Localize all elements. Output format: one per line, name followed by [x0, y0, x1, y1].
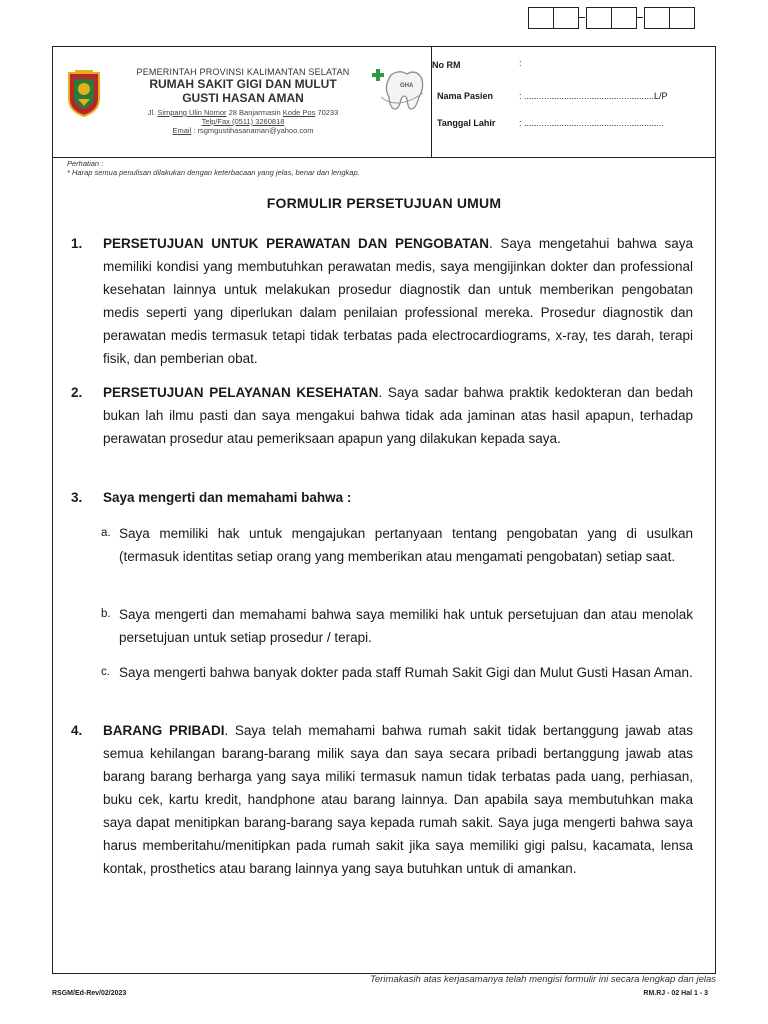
- section-2-number: 2.: [71, 385, 83, 400]
- section-3-number: 3.: [71, 490, 83, 505]
- notice: [67, 159, 360, 177]
- rm-colon: :: [519, 58, 522, 68]
- section-4-number: 4.: [71, 723, 83, 738]
- section-1-heading: PERSETUJUAN UNTUK PERAWATAN DAN PENGOBATAN: [103, 236, 489, 251]
- address-postal-label: Kode Pos: [282, 108, 316, 117]
- rm-dash: [636, 7, 644, 27]
- item-c-text: Saya mengerti bahwa banyak dokter pada staff Rumah Sakit Gigi dan Mulut Gusti Hasan Aman.: [119, 665, 693, 680]
- rm-box[interactable]: [528, 7, 554, 29]
- notice-title: Perhatian :: [67, 159, 104, 168]
- patient-name-field[interactable]: : ....................................................L/P: [519, 91, 668, 101]
- rm-box[interactable]: [644, 7, 670, 29]
- address-mid: 28 Banjarmasin: [226, 108, 283, 117]
- footer-thanks: Terimakasih atas kerjasamanya telah mengisi formulir ini secara lengkap dan jelas: [369, 974, 716, 985]
- section-2-text: . Saya sadar bahwa praktik kedokteran dan bedah bukan lah ilmu pasti dan saya mengakui bahwa tidak ada jaminan atas hasil apapun, terhadap perawatan prosedur atau pemeriksaan apapun yang dilakukan kepada saya.: [103, 385, 693, 446]
- form-title: FORMULIR PERSETUJUAN UMUM: [266, 195, 502, 211]
- tooth-logo-icon: [371, 67, 427, 113]
- province-shield-logo-icon: [67, 69, 101, 117]
- footer-page-number: RM.RJ - 02 Hal 1 - 3: [643, 990, 708, 997]
- section-1-body: [103, 232, 693, 370]
- phone-text: Telp/Fax (0511) 3260818: [201, 117, 285, 126]
- dob-field[interactable]: : ........................................................: [519, 118, 665, 128]
- section-4-text: . Saya telah memahami bahwa rumah sakit tidak bertanggung jawab atas semua kehilangan barang-barang milik saya dan saya secara pribadi bertanggung jawab atas barang barang berharga yang saya miliki termasuk namun tidak terbatas pada uang, perhiasan, buku cek, kartu kredit, handphone atau barang lainnya. Dan apabila saya membutuhkan maka saya dapat menitipkan barang-barang saya kepada rumah sakit. Saya juga mengerti bahwa saya harus memberitahu/menitipkan pada rumah sakit jika saya memiliki gigi palsu, kacamata, lensa kontak, prosthetics atau barang lainnya yang saya butuhkan untuk di amankan.: [103, 723, 693, 876]
- hospital-name-line1: RUMAH SAKIT GIGI DAN MULUT: [149, 77, 337, 91]
- hospital-email: [123, 126, 363, 135]
- rm-box[interactable]: [586, 7, 612, 29]
- header-row: [53, 47, 715, 158]
- hospital-name-line2: GUSTI HASAN AMAN: [182, 91, 304, 105]
- address-street: Simpang Ulin Nomor: [157, 108, 227, 117]
- address-prefix: Jl.: [147, 108, 158, 117]
- item-b-letter: b.: [101, 608, 111, 620]
- rm-number-boxes: [528, 7, 706, 29]
- form-frame: [52, 46, 716, 974]
- item-a-letter: a.: [101, 527, 111, 539]
- section-2-body: [103, 381, 693, 450]
- section-1-text: . Saya mengetahui bahwa saya memiliki kondisi yang membutuhkan perawatan medis, saya mengijinkan dokter dan professional kesehatan lainnya untuk melakukan prosedur diagnostik dan untuk memberikan pengobatan medis seperti yang diperlukan dalam penilaian professional mereka. Prosedur diagnostik dan perawatan medis termasuk tetapi tidak terbatas pada electrocardiograms, x-ray, tes darah, terapi fisik, dan pemberian obat.: [103, 236, 694, 366]
- hospital-address: [123, 108, 363, 117]
- item-b-text: Saya mengerti dan memahami bahwa saya memiliki hak untuk persetujuan dan atau menolak persetujuan untuk setiap prosedur / terapi.: [119, 607, 693, 645]
- notice-text: * Harap semua penulisan dilakukan dengan keterbacaan yang jelas, benar dan lengkap.: [67, 168, 360, 177]
- item-a-text: Saya memiliki hak untuk mengajukan pertanyaan tentang pengobatan yang di usulkan (termasuk identitas setiap orang yang memberikan atau mengamati pengobatan) setiap saat.: [119, 526, 693, 564]
- patient-name-label: Nama Pasien: [437, 91, 494, 101]
- section-2-heading: PERSETUJUAN PELAYANAN KESEHATAN: [103, 385, 379, 400]
- section-3-heading-text: Saya mengerti dan memahami bahwa :: [103, 490, 352, 505]
- section-3-heading: [103, 486, 693, 509]
- hospital-phone: [123, 117, 363, 126]
- dob-label: Tanggal Lahir: [437, 118, 496, 128]
- hospital-identity: [123, 67, 363, 135]
- rm-label: No RM: [432, 60, 461, 70]
- rm-box[interactable]: [553, 7, 579, 29]
- section-4-body: [103, 719, 693, 880]
- gov-name: PEMERINTAH PROVINSI KALIMANTAN SELATAN: [136, 67, 350, 77]
- rm-box[interactable]: [611, 7, 637, 29]
- email-value: : rsgmgustihasanaman@yahoo.com: [191, 126, 314, 135]
- rm-dash: [578, 7, 586, 27]
- footer-doc-code: RSGM/Ed-Rev/02/2023: [52, 990, 127, 997]
- emblem-text: GHA: [400, 83, 414, 89]
- item-c-letter: c.: [101, 666, 110, 678]
- address-suffix: 70233: [315, 108, 339, 117]
- email-label: Email: [172, 126, 192, 135]
- section-1-number: 1.: [71, 236, 83, 251]
- section-4-heading: BARANG PRIBADI: [103, 723, 225, 738]
- rm-box[interactable]: [669, 7, 695, 29]
